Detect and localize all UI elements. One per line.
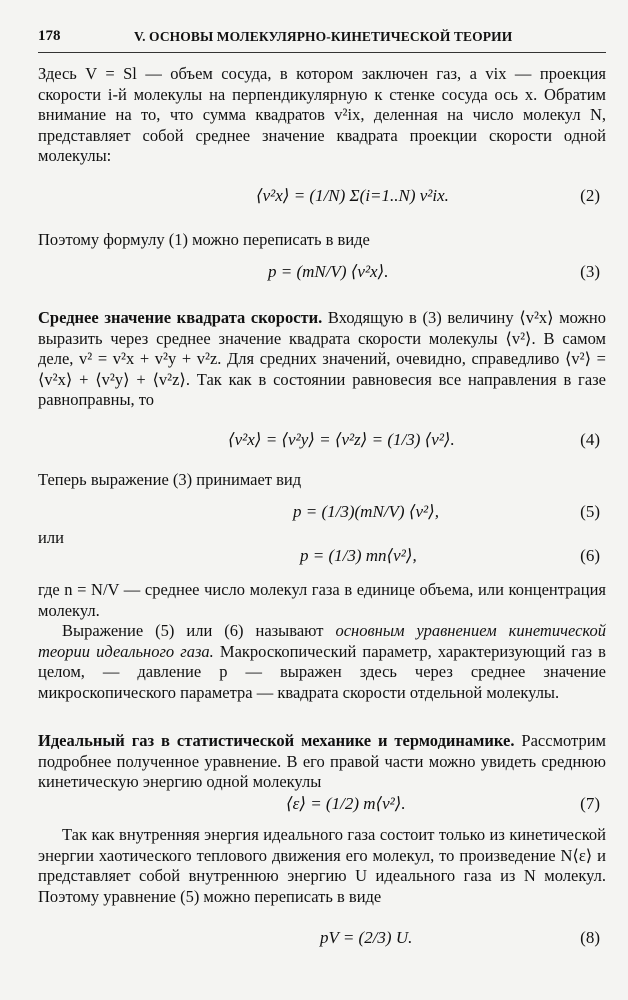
equation-2	[38, 182, 606, 212]
equation-3	[38, 258, 606, 288]
section-heading-ideal-gas: Идеальный газ в статистической механике и термодинамике.	[38, 731, 515, 750]
equation-6-formula: p = (1/3) mn⟨v²⟩,	[300, 546, 417, 565]
equation-3-number: (3)	[580, 262, 600, 281]
equation-6-number: (6)	[580, 546, 600, 565]
equation-8	[38, 924, 606, 954]
header-rule	[38, 52, 606, 53]
equation-2-number: (2)	[580, 186, 600, 205]
paragraph-6-italic-term: основным уравнением кинетической теории идеального газа.	[38, 621, 606, 661]
chapter-title: V. ОСНОВЫ МОЛЕКУЛЯРНО-КИНЕТИЧЕСКОЙ ТЕОРИИ	[134, 29, 513, 44]
paragraph-3: Теперь выражение (3) принимает вид	[38, 470, 302, 489]
paragraph-6-part-a: Выражение (5) или (6) называют	[62, 621, 336, 640]
section-heading-average-square-speed: Среднее значение квадрата скорости.	[38, 308, 323, 327]
section-text-ideal-gas: Рассмотрим подробнее полученное уравнение. В его правой части можно увидеть среднюю кинетическую энергию одной молекулы	[38, 731, 606, 791]
section-text-average-square-speed: Входящую в (3) величину ⟨v²x⟩ можно выразить через среднее значение квадрата скорости молекулы ⟨v²⟩. В самом деле, v² = v²x + v²y + v²z. Для средних значений, очевидно, справедливо ⟨v²⟩ = ⟨v²x⟩ + ⟨v²y⟩ + ⟨v²z⟩. Так как в состоянии равновесия все направления в газе равноправны, то	[38, 308, 607, 409]
equation-7	[38, 790, 606, 820]
page-header	[38, 28, 606, 50]
equation-3-formula: p = (mN/V) ⟨v²x⟩.	[268, 262, 389, 281]
paragraph-1: Здесь V = Sl — объем сосуда, в котором заключен газ, а vix — проекция скорости i-й молекулы на перпендикулярную к стенке сосуда ось x. Обратим внимание на то, что сумма квадратов v²ix, деленная на число молекул N, представляет собой среднее значение квадрата проекции скорости одной молекулы:	[38, 64, 606, 165]
equation-4-number: (4)	[580, 430, 600, 449]
equation-7-formula: ⟨ε⟩ = (1/2) m⟨v²⟩.	[286, 794, 406, 813]
equation-2-formula: ⟨v²x⟩ = (1/N) Σ(i=1..N) v²ix.	[256, 186, 449, 205]
equation-8-formula: pV = (2/3) U.	[320, 928, 413, 947]
equation-4-formula: ⟨v²x⟩ = ⟨v²y⟩ = ⟨v²z⟩ = (1/3) ⟨v²⟩.	[228, 430, 455, 449]
page-number: 178	[38, 28, 61, 44]
equation-5-number: (5)	[580, 502, 600, 521]
equation-4	[38, 426, 606, 456]
equation-7-number: (7)	[580, 794, 600, 813]
paragraph-6	[38, 621, 606, 725]
equation-5	[38, 498, 606, 528]
paragraph-6-part-c: Макроскопический параметр, характеризующий газ в целом, — давление p — выражен здесь через среднее значение микроскопического параметра — квадрата скорости отдельной молекулы.	[38, 641, 606, 702]
section-average-square-speed	[38, 308, 606, 432]
paragraph-5: где n = N/V — среднее число молекул газа в единице объема, или концентрация молекул.	[38, 580, 606, 620]
equation-8-number: (8)	[580, 928, 600, 947]
equation-6	[38, 542, 606, 572]
equation-5-formula: p = (1/3)(mN/V) ⟨v²⟩,	[293, 502, 439, 521]
paragraph-2: Поэтому формулу (1) можно переписать в виде	[38, 230, 370, 249]
paragraph-4: или	[38, 528, 64, 547]
paragraph-7: Так как внутренняя энергия идеального газа состоит только из кинетической энергии хаотического теплового движения его молекул, то произведение N⟨ε⟩ и представляет собой внутреннюю энергию U идеального газа из N молекул. Поэтому уравнение (5) можно переписать в виде	[38, 825, 606, 906]
